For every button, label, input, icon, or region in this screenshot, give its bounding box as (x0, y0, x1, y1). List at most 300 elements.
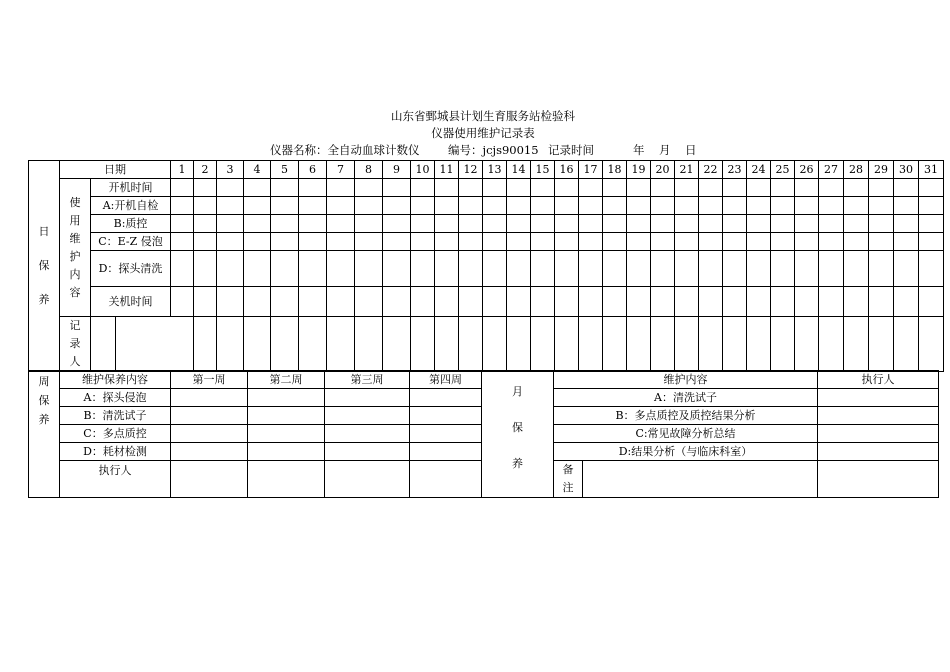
day-cell[interactable] (355, 251, 383, 287)
day-cell[interactable] (555, 179, 579, 197)
day-cell[interactable] (603, 197, 627, 215)
day-cell[interactable] (651, 287, 675, 317)
day-cell[interactable] (555, 251, 579, 287)
day-cell[interactable] (894, 197, 919, 215)
day-cell[interactable] (651, 317, 675, 372)
day-cell[interactable] (171, 287, 194, 317)
week-cell[interactable] (325, 407, 410, 425)
week-cell[interactable] (325, 425, 410, 443)
day-cell[interactable] (675, 317, 699, 372)
daily-row (29, 233, 944, 251)
day-cell[interactable] (675, 215, 699, 233)
day-cell[interactable] (244, 179, 271, 197)
day-cell[interactable] (579, 317, 603, 372)
day-cell[interactable] (271, 179, 299, 197)
org-title: 山东省鄄城县计划生育服务站检验科 (391, 109, 575, 123)
day-header: 30 (894, 161, 919, 179)
day-cell[interactable] (217, 251, 244, 287)
day-cell[interactable] (747, 197, 771, 215)
day-cell[interactable] (723, 251, 747, 287)
day-cell[interactable] (171, 233, 194, 251)
day-cell[interactable] (747, 251, 771, 287)
recorder-subcell[interactable] (91, 317, 116, 372)
day-cell[interactable] (194, 179, 217, 197)
day-header: 16 (555, 161, 579, 179)
remark-executor-cell[interactable] (818, 461, 939, 498)
day-cell[interactable] (651, 215, 675, 233)
day-cell[interactable] (844, 233, 869, 251)
week-cell[interactable] (410, 389, 482, 407)
day-cell[interactable] (531, 197, 555, 215)
day-cell[interactable] (327, 197, 355, 215)
day-cell[interactable] (327, 287, 355, 317)
day-cell[interactable] (795, 251, 819, 287)
day-cell[interactable] (699, 233, 723, 251)
day-cell[interactable] (771, 233, 795, 251)
record-time-label: 记录时间 (548, 143, 594, 157)
day-cell[interactable] (795, 287, 819, 317)
day-header: 27 (819, 161, 844, 179)
date-row (29, 161, 944, 179)
day-cell[interactable] (327, 233, 355, 251)
day-cell[interactable] (383, 197, 411, 215)
day-cell[interactable] (355, 233, 383, 251)
day-cell[interactable] (675, 197, 699, 215)
day-cell[interactable] (383, 179, 411, 197)
day-cell[interactable] (555, 215, 579, 233)
day-header: 29 (869, 161, 894, 179)
day-cell[interactable] (299, 251, 327, 287)
day-cell[interactable] (459, 179, 483, 197)
day-cell[interactable] (355, 215, 383, 233)
day-cell[interactable] (919, 233, 944, 251)
day-cell[interactable] (747, 287, 771, 317)
daily-row (29, 215, 944, 233)
weekly-item-label: C：多点质控 (60, 425, 171, 443)
day-cell[interactable] (383, 317, 411, 372)
day-cell[interactable] (869, 215, 894, 233)
day-cell[interactable] (627, 287, 651, 317)
day-cell[interactable] (894, 251, 919, 287)
day-cell[interactable] (844, 179, 869, 197)
day-cell[interactable] (435, 233, 459, 251)
day-cell[interactable] (795, 215, 819, 233)
day-cell[interactable] (507, 215, 531, 233)
day-cell[interactable] (327, 215, 355, 233)
day-header: 14 (507, 161, 531, 179)
weekly-content-header: 维护保养内容 (60, 371, 171, 389)
day-cell[interactable] (795, 317, 819, 372)
day-cell[interactable] (819, 233, 844, 251)
day-cell[interactable] (699, 287, 723, 317)
monthly-executor-cell[interactable] (818, 407, 939, 425)
day-cell[interactable] (894, 287, 919, 317)
day-cell[interactable] (217, 233, 244, 251)
day-header: 17 (579, 161, 603, 179)
day-cell[interactable] (603, 317, 627, 372)
day-cell[interactable] (651, 179, 675, 197)
day-cell[interactable] (771, 317, 795, 372)
monthly-executor-cell[interactable] (818, 425, 939, 443)
row-label: A:开机自检 (91, 197, 171, 215)
day-cell[interactable] (299, 287, 327, 317)
week-cell[interactable] (410, 443, 482, 461)
day-cell[interactable] (579, 215, 603, 233)
day-cell[interactable] (244, 251, 271, 287)
day-cell[interactable] (355, 317, 383, 372)
day-cell[interactable] (507, 197, 531, 215)
week-cell[interactable] (248, 407, 325, 425)
day-cell[interactable] (819, 287, 844, 317)
day-cell[interactable] (459, 197, 483, 215)
day-header: 6 (299, 161, 327, 179)
day-cell[interactable] (675, 179, 699, 197)
day-cell[interactable] (507, 179, 531, 197)
day-cell[interactable] (435, 179, 459, 197)
day-header: 31 (919, 161, 944, 179)
day-cell[interactable] (579, 251, 603, 287)
day-cell[interactable] (771, 215, 795, 233)
day-cell[interactable] (271, 251, 299, 287)
monthly-item-label: D:结果分析（与临床科室） (554, 443, 818, 461)
day-cell[interactable] (627, 179, 651, 197)
day-cell[interactable] (675, 251, 699, 287)
week-cell[interactable] (410, 407, 482, 425)
recorder-row (29, 317, 944, 372)
day-cell[interactable] (171, 215, 194, 233)
day-cell[interactable] (531, 179, 555, 197)
day-cell[interactable] (194, 215, 217, 233)
day-cell[interactable] (919, 197, 944, 215)
day-cell[interactable] (699, 197, 723, 215)
day-cell[interactable] (651, 197, 675, 215)
day-cell[interactable] (411, 233, 435, 251)
day-cell[interactable] (844, 287, 869, 317)
day-cell[interactable] (603, 251, 627, 287)
day-cell[interactable] (844, 215, 869, 233)
day-cell[interactable] (771, 287, 795, 317)
row-label: D：探头清洗 (91, 251, 171, 287)
day-cell[interactable] (894, 317, 919, 372)
day-cell[interactable] (411, 215, 435, 233)
day-cell[interactable] (459, 287, 483, 317)
day-cell[interactable] (483, 251, 507, 287)
recorder-cell[interactable] (116, 317, 194, 372)
day-cell[interactable] (271, 215, 299, 233)
day-cell[interactable] (194, 251, 217, 287)
day-cell[interactable] (531, 287, 555, 317)
day-cell[interactable] (627, 251, 651, 287)
day-cell[interactable] (435, 215, 459, 233)
day-cell[interactable] (723, 197, 747, 215)
row-label: 开机时间 (91, 179, 171, 197)
day-cell[interactable] (244, 233, 271, 251)
day-cell[interactable] (327, 251, 355, 287)
day-cell[interactable] (217, 197, 244, 215)
day-cell[interactable] (244, 197, 271, 215)
monthly-executor-header: 执行人 (818, 371, 939, 389)
day-cell[interactable] (555, 287, 579, 317)
day-cell[interactable] (171, 251, 194, 287)
week-cell[interactable] (248, 389, 325, 407)
day-cell[interactable] (244, 287, 271, 317)
day-cell[interactable] (383, 287, 411, 317)
daily-section-label: 日 保 养 (29, 161, 60, 372)
day-header: 9 (383, 161, 411, 179)
day-cell[interactable] (483, 179, 507, 197)
day-cell[interactable] (747, 215, 771, 233)
day-cell[interactable] (844, 251, 869, 287)
weekly-item-label: B：清洗试子 (60, 407, 171, 425)
day-cell[interactable] (483, 287, 507, 317)
day-cell[interactable] (435, 317, 459, 372)
day-cell[interactable] (627, 197, 651, 215)
day-cell[interactable] (531, 215, 555, 233)
day-cell[interactable] (699, 317, 723, 372)
day-cell[interactable] (411, 179, 435, 197)
record-day: 日 (685, 143, 697, 157)
day-cell[interactable] (869, 233, 894, 251)
day-cell[interactable] (459, 251, 483, 287)
day-cell[interactable] (435, 251, 459, 287)
day-cell[interactable] (483, 197, 507, 215)
week-3-header: 第三周 (325, 371, 410, 389)
day-cell[interactable] (699, 251, 723, 287)
day-cell[interactable] (795, 179, 819, 197)
day-cell[interactable] (271, 197, 299, 215)
day-cell[interactable] (723, 287, 747, 317)
week-cell[interactable] (171, 443, 248, 461)
day-cell[interactable] (271, 287, 299, 317)
day-cell[interactable] (819, 215, 844, 233)
day-cell[interactable] (627, 233, 651, 251)
day-cell[interactable] (299, 179, 327, 197)
remark-label: 备 注 (554, 461, 583, 498)
day-cell[interactable] (894, 233, 919, 251)
day-cell[interactable] (723, 317, 747, 372)
day-cell[interactable] (747, 233, 771, 251)
week-executor-cell[interactable] (325, 461, 410, 498)
day-cell[interactable] (919, 251, 944, 287)
info-line (0, 142, 950, 158)
day-cell[interactable] (723, 179, 747, 197)
recorder-label: 记 录 人 (60, 317, 91, 372)
day-cell[interactable] (723, 233, 747, 251)
daily-maintenance-table (28, 160, 944, 372)
week-cell[interactable] (325, 389, 410, 407)
day-cell[interactable] (627, 317, 651, 372)
day-cell[interactable] (507, 287, 531, 317)
day-cell[interactable] (603, 179, 627, 197)
weekly-section-label: 周 保 养 (29, 371, 60, 498)
day-cell[interactable] (579, 287, 603, 317)
week-cell[interactable] (325, 443, 410, 461)
day-cell[interactable] (919, 215, 944, 233)
week-cell[interactable] (171, 389, 248, 407)
day-cell[interactable] (819, 197, 844, 215)
day-cell[interactable] (579, 233, 603, 251)
day-cell[interactable] (383, 233, 411, 251)
day-cell[interactable] (919, 317, 944, 372)
instrument-code: 编号：jcjs90015 (448, 143, 539, 157)
day-cell[interactable] (459, 215, 483, 233)
day-cell[interactable] (507, 317, 531, 372)
day-cell[interactable] (555, 233, 579, 251)
day-cell[interactable] (459, 317, 483, 372)
monthly-item-label: B：多点质控及质控结果分析 (554, 407, 818, 425)
day-cell[interactable] (819, 317, 844, 372)
day-cell[interactable] (171, 179, 194, 197)
day-cell[interactable] (327, 179, 355, 197)
day-cell[interactable] (869, 287, 894, 317)
day-cell[interactable] (603, 215, 627, 233)
row-label: C：E-Z 侵泡 (91, 233, 171, 251)
week-executor-cell[interactable] (248, 461, 325, 498)
day-cell[interactable] (869, 197, 894, 215)
monthly-item-label: C:常见故障分析总结 (554, 425, 818, 443)
day-cell[interactable] (507, 233, 531, 251)
day-cell[interactable] (699, 179, 723, 197)
day-cell[interactable] (555, 197, 579, 215)
day-cell[interactable] (771, 179, 795, 197)
day-cell[interactable] (531, 317, 555, 372)
day-cell[interactable] (483, 215, 507, 233)
day-cell[interactable] (869, 317, 894, 372)
day-cell[interactable] (795, 197, 819, 215)
day-cell[interactable] (411, 251, 435, 287)
monthly-executor-cell[interactable] (818, 443, 939, 461)
day-cell[interactable] (194, 233, 217, 251)
day-cell[interactable] (869, 179, 894, 197)
day-cell[interactable] (194, 287, 217, 317)
day-cell[interactable] (355, 287, 383, 317)
day-cell[interactable] (355, 179, 383, 197)
day-header: 19 (627, 161, 651, 179)
day-cell[interactable] (194, 197, 217, 215)
record-month: 月 (659, 143, 671, 157)
day-header: 4 (244, 161, 271, 179)
day-cell[interactable] (603, 233, 627, 251)
day-cell[interactable] (747, 317, 771, 372)
day-header: 21 (675, 161, 699, 179)
day-cell[interactable] (747, 179, 771, 197)
day-cell[interactable] (299, 215, 327, 233)
day-cell[interactable] (483, 233, 507, 251)
day-header: 10 (411, 161, 435, 179)
day-cell[interactable] (555, 317, 579, 372)
weekly-item-label: D：耗材检测 (60, 443, 171, 461)
day-cell[interactable] (675, 233, 699, 251)
daily-row (29, 287, 944, 317)
day-cell[interactable] (217, 179, 244, 197)
day-cell[interactable] (299, 317, 327, 372)
week-2-header: 第二周 (248, 371, 325, 389)
day-cell[interactable] (435, 197, 459, 215)
day-cell[interactable] (411, 287, 435, 317)
day-cell[interactable] (579, 197, 603, 215)
day-cell[interactable] (217, 287, 244, 317)
day-cell[interactable] (675, 287, 699, 317)
day-cell[interactable] (299, 233, 327, 251)
day-header: 22 (699, 161, 723, 179)
daily-row (29, 197, 944, 215)
day-cell[interactable] (651, 233, 675, 251)
week-cell[interactable] (248, 443, 325, 461)
day-cell[interactable] (771, 197, 795, 215)
day-cell[interactable] (844, 197, 869, 215)
day-cell[interactable] (299, 197, 327, 215)
day-cell[interactable] (844, 317, 869, 372)
day-cell[interactable] (795, 233, 819, 251)
record-year: 年 (633, 143, 645, 157)
monthly-executor-cell[interactable] (818, 389, 939, 407)
day-cell[interactable] (579, 179, 603, 197)
week-executor-cell[interactable] (171, 461, 248, 498)
week-executor-cell[interactable] (410, 461, 482, 498)
day-cell[interactable] (627, 215, 651, 233)
day-cell[interactable] (651, 251, 675, 287)
day-cell[interactable] (531, 251, 555, 287)
day-cell[interactable] (919, 287, 944, 317)
day-cell[interactable] (383, 251, 411, 287)
day-cell[interactable] (355, 197, 383, 215)
day-header: 7 (327, 161, 355, 179)
day-cell[interactable] (723, 215, 747, 233)
day-cell[interactable] (244, 317, 271, 372)
day-cell[interactable] (459, 233, 483, 251)
week-4-header: 第四周 (410, 371, 482, 389)
day-cell[interactable] (217, 317, 244, 372)
week-cell[interactable] (248, 425, 325, 443)
week-cell[interactable] (171, 407, 248, 425)
day-cell[interactable] (507, 251, 531, 287)
day-cell[interactable] (271, 233, 299, 251)
day-cell[interactable] (919, 179, 944, 197)
monthly-item-label: A：清洗试子 (554, 389, 818, 407)
remark-cell[interactable] (583, 461, 818, 498)
row-label: B:质控 (91, 215, 171, 233)
day-cell[interactable] (411, 317, 435, 372)
day-cell[interactable] (819, 251, 844, 287)
day-header: 3 (217, 161, 244, 179)
day-cell[interactable] (531, 233, 555, 251)
week-cell[interactable] (171, 425, 248, 443)
week-1-header: 第一周 (171, 371, 248, 389)
day-cell[interactable] (869, 251, 894, 287)
day-cell[interactable] (699, 215, 723, 233)
day-cell[interactable] (894, 179, 919, 197)
daily-row (29, 179, 944, 197)
day-cell[interactable] (771, 251, 795, 287)
day-cell[interactable] (483, 317, 507, 372)
day-header: 12 (459, 161, 483, 179)
day-header: 11 (435, 161, 459, 179)
day-cell[interactable] (217, 215, 244, 233)
day-cell[interactable] (171, 197, 194, 215)
day-cell[interactable] (194, 317, 217, 372)
day-cell[interactable] (603, 287, 627, 317)
day-cell[interactable] (819, 179, 844, 197)
day-header: 18 (603, 161, 627, 179)
day-cell[interactable] (411, 197, 435, 215)
day-cell[interactable] (894, 215, 919, 233)
day-cell[interactable] (383, 215, 411, 233)
day-cell[interactable] (244, 215, 271, 233)
week-cell[interactable] (410, 425, 482, 443)
day-cell[interactable] (327, 317, 355, 372)
day-cell[interactable] (435, 287, 459, 317)
day-cell[interactable] (271, 317, 299, 372)
